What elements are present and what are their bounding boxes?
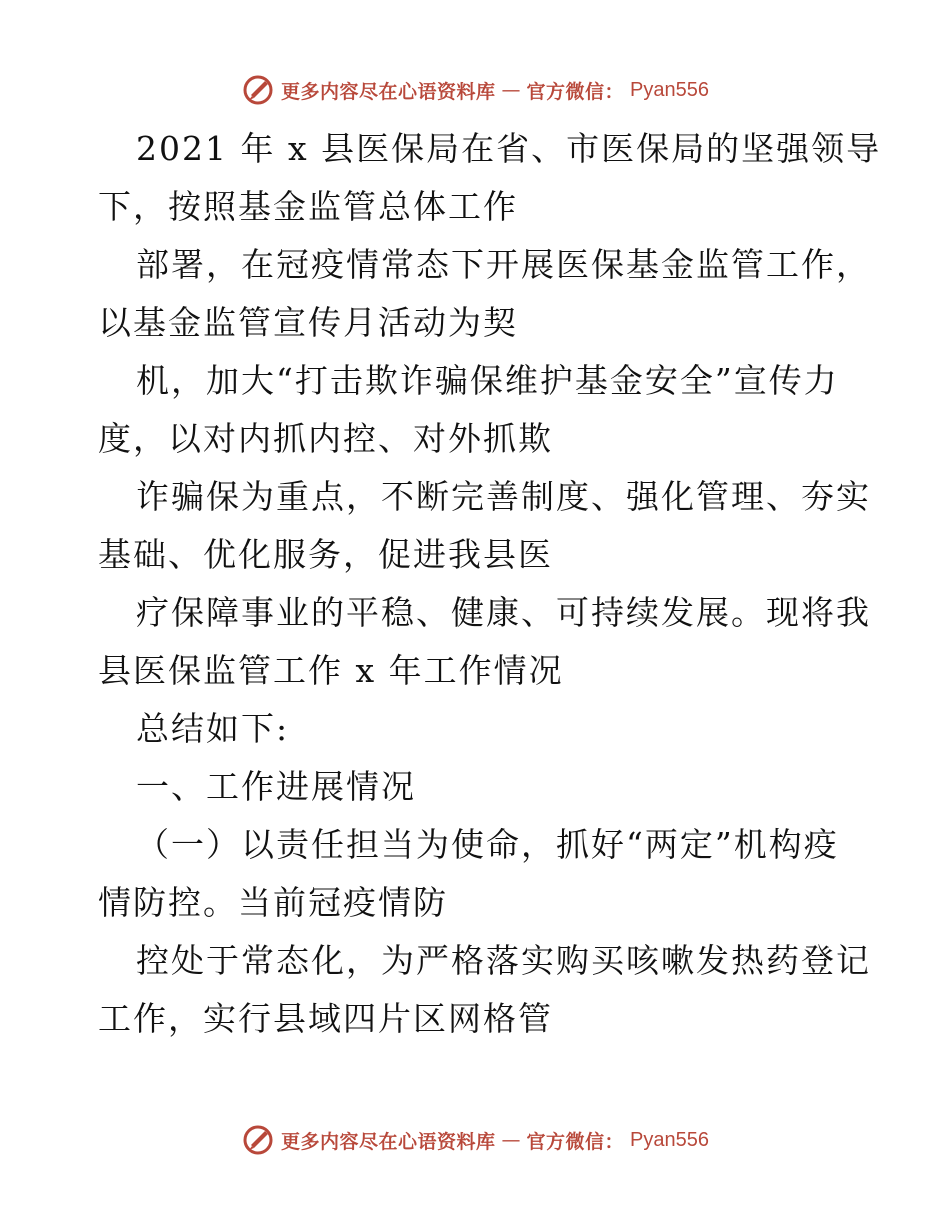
text-line: 下，按照基金监管总体工作 xyxy=(98,187,518,226)
watermark-text: 更多内容尽在心语资料库 xyxy=(281,80,496,103)
watermark-dash: — xyxy=(501,1129,521,1151)
watermark-header xyxy=(0,70,950,110)
subsection-heading: （一）以责任担当为使命，抓好“两定”机构疫 xyxy=(136,825,839,864)
text-line: 以基金监管宣传月活动为契 xyxy=(98,303,518,342)
watermark-text: 更多内容尽在心语资料库 xyxy=(281,1130,496,1153)
text-line: 2021 年 x 县医保局在省、市医保局的坚强领导 xyxy=(136,129,882,168)
section-heading: 一、工作进展情况 xyxy=(136,767,416,806)
watermark-footer xyxy=(0,1120,950,1160)
text-line: 基础、优化服务，促进我县医 xyxy=(98,535,553,574)
watermark-id: Pyan556 xyxy=(630,78,709,101)
text-line: 控处于常态化，为严格落实购买咳嗽发热药登记 xyxy=(136,941,871,980)
watermark-id: Pyan556 xyxy=(630,1128,709,1151)
text-line: 情防控。当前冠疫情防 xyxy=(98,883,448,922)
text-line: 疗保障事业的平稳、健康、可持续发展。现将我 xyxy=(136,593,871,632)
watermark-suffix: 官方微信： xyxy=(526,1130,625,1153)
text-line: 度，以对内抓内控、对外抓欺 xyxy=(98,419,553,458)
brand-logo-icon xyxy=(241,73,275,107)
brand-logo-icon xyxy=(241,1123,275,1157)
text-line: 机，加大“打击欺诈骗保维护基金安全”宣传力 xyxy=(136,361,839,400)
document-body xyxy=(98,120,882,1048)
watermark-dash: — xyxy=(501,79,521,101)
text-line: 县医保监管工作 x 年工作情况 xyxy=(98,651,564,690)
text-line: 总结如下: xyxy=(136,709,290,748)
text-line: 工作，实行县域四片区网格管 xyxy=(98,999,553,1038)
watermark-suffix: 官方微信： xyxy=(526,80,625,103)
text-line: 诈骗保为重点，不断完善制度、强化管理、夯实 xyxy=(136,477,871,516)
text-line: 部署，在冠疫情常态下开展医保基金监管工作， xyxy=(136,245,871,284)
